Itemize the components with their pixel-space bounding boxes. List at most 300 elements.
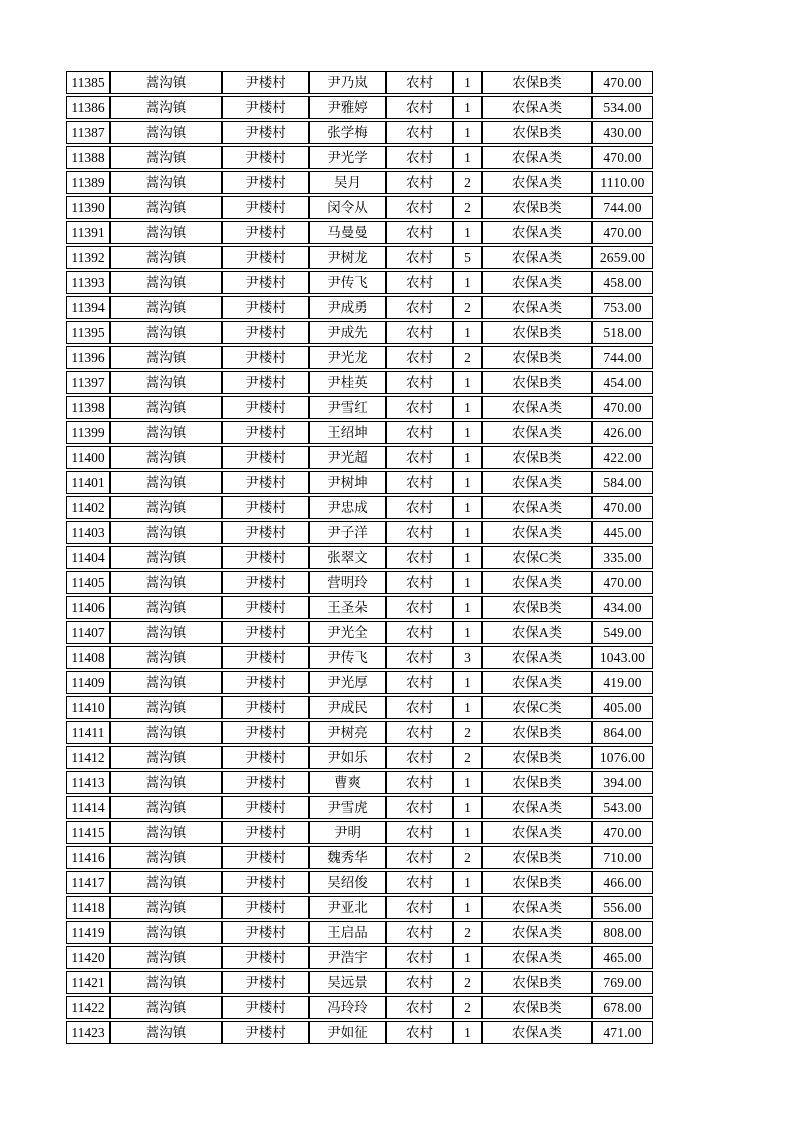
cell-type: 农保A类: [482, 271, 592, 294]
pension-records-table: [66, 69, 653, 1046]
cell-count: 1: [453, 671, 482, 694]
cell-amount: 534.00: [592, 96, 653, 119]
cell-count: 2: [453, 296, 482, 319]
cell-type: 农保B类: [482, 321, 592, 344]
table-row: [66, 246, 653, 269]
cell-village: 尹楼村: [222, 471, 309, 494]
cell-category: 农村: [386, 446, 453, 469]
cell-serial: 11411: [66, 721, 110, 744]
cell-amount: 394.00: [592, 771, 653, 794]
cell-amount: 466.00: [592, 871, 653, 894]
cell-village: 尹楼村: [222, 321, 309, 344]
cell-amount: 470.00: [592, 496, 653, 519]
cell-name: 尹明: [309, 821, 386, 844]
table-row: [66, 946, 653, 969]
table-row: [66, 196, 653, 219]
cell-amount: 2659.00: [592, 246, 653, 269]
cell-category: 农村: [386, 646, 453, 669]
cell-name: 尹传飞: [309, 271, 386, 294]
cell-count: 2: [453, 746, 482, 769]
table-row: [66, 996, 653, 1019]
cell-amount: 470.00: [592, 571, 653, 594]
cell-town: 蒿沟镇: [110, 521, 222, 544]
cell-category: 农村: [386, 1021, 453, 1044]
cell-count: 1: [453, 321, 482, 344]
cell-village: 尹楼村: [222, 521, 309, 544]
cell-village: 尹楼村: [222, 296, 309, 319]
table-row: [66, 671, 653, 694]
cell-count: 2: [453, 346, 482, 369]
cell-town: 蒿沟镇: [110, 121, 222, 144]
cell-serial: 11395: [66, 321, 110, 344]
cell-name: 闵令从: [309, 196, 386, 219]
cell-serial: 11414: [66, 796, 110, 819]
cell-village: 尹楼村: [222, 696, 309, 719]
cell-village: 尹楼村: [222, 96, 309, 119]
cell-serial: 11407: [66, 621, 110, 644]
cell-town: 蒿沟镇: [110, 1021, 222, 1044]
cell-name: 尹光厚: [309, 671, 386, 694]
cell-amount: 543.00: [592, 796, 653, 819]
table-row: [66, 96, 653, 119]
table-row: [66, 546, 653, 569]
cell-serial: 11405: [66, 571, 110, 594]
cell-town: 蒿沟镇: [110, 146, 222, 169]
cell-village: 尹楼村: [222, 821, 309, 844]
cell-type: 农保B类: [482, 71, 592, 94]
table-row: [66, 346, 653, 369]
cell-town: 蒿沟镇: [110, 171, 222, 194]
cell-amount: 1043.00: [592, 646, 653, 669]
cell-type: 农保A类: [482, 96, 592, 119]
cell-category: 农村: [386, 296, 453, 319]
cell-count: 1: [453, 71, 482, 94]
cell-village: 尹楼村: [222, 496, 309, 519]
cell-count: 2: [453, 196, 482, 219]
cell-type: 农保A类: [482, 521, 592, 544]
cell-serial: 11386: [66, 96, 110, 119]
cell-serial: 11418: [66, 896, 110, 919]
cell-town: 蒿沟镇: [110, 621, 222, 644]
cell-serial: 11422: [66, 996, 110, 1019]
cell-amount: 744.00: [592, 346, 653, 369]
cell-count: 3: [453, 646, 482, 669]
cell-name: 尹乃岚: [309, 71, 386, 94]
cell-category: 农村: [386, 796, 453, 819]
cell-town: 蒿沟镇: [110, 271, 222, 294]
cell-category: 农村: [386, 246, 453, 269]
table-row: [66, 521, 653, 544]
cell-village: 尹楼村: [222, 596, 309, 619]
cell-count: 1: [453, 871, 482, 894]
cell-category: 农村: [386, 596, 453, 619]
cell-town: 蒿沟镇: [110, 821, 222, 844]
table-row: [66, 771, 653, 794]
cell-serial: 11408: [66, 646, 110, 669]
table-row: [66, 446, 653, 469]
cell-count: 1: [453, 896, 482, 919]
cell-town: 蒿沟镇: [110, 296, 222, 319]
cell-category: 农村: [386, 96, 453, 119]
cell-name: 尹成民: [309, 696, 386, 719]
cell-town: 蒿沟镇: [110, 596, 222, 619]
cell-village: 尹楼村: [222, 571, 309, 594]
cell-type: 农保B类: [482, 771, 592, 794]
cell-category: 农村: [386, 821, 453, 844]
cell-town: 蒿沟镇: [110, 471, 222, 494]
cell-count: 1: [453, 446, 482, 469]
table-row: [66, 471, 653, 494]
cell-count: 5: [453, 246, 482, 269]
cell-amount: 710.00: [592, 846, 653, 869]
cell-village: 尹楼村: [222, 71, 309, 94]
cell-type: 农保A类: [482, 946, 592, 969]
cell-town: 蒿沟镇: [110, 996, 222, 1019]
cell-type: 农保A类: [482, 796, 592, 819]
cell-amount: 549.00: [592, 621, 653, 644]
cell-village: 尹楼村: [222, 546, 309, 569]
cell-serial: 11416: [66, 846, 110, 869]
cell-name: 尹子洋: [309, 521, 386, 544]
cell-category: 农村: [386, 946, 453, 969]
cell-category: 农村: [386, 621, 453, 644]
cell-count: 1: [453, 521, 482, 544]
cell-count: 1: [453, 371, 482, 394]
cell-serial: 11401: [66, 471, 110, 494]
cell-category: 农村: [386, 921, 453, 944]
cell-count: 2: [453, 171, 482, 194]
cell-town: 蒿沟镇: [110, 71, 222, 94]
cell-count: 1: [453, 696, 482, 719]
cell-category: 农村: [386, 146, 453, 169]
cell-count: 1: [453, 821, 482, 844]
cell-town: 蒿沟镇: [110, 221, 222, 244]
cell-name: 尹亚北: [309, 896, 386, 919]
cell-category: 农村: [386, 721, 453, 744]
table-body: [66, 71, 653, 1044]
cell-village: 尹楼村: [222, 746, 309, 769]
cell-name: 冯玲玲: [309, 996, 386, 1019]
cell-type: 农保B类: [482, 446, 592, 469]
cell-amount: 470.00: [592, 146, 653, 169]
cell-village: 尹楼村: [222, 621, 309, 644]
cell-village: 尹楼村: [222, 171, 309, 194]
cell-category: 农村: [386, 471, 453, 494]
table-row: [66, 621, 653, 644]
cell-serial: 11413: [66, 771, 110, 794]
table-row: [66, 421, 653, 444]
cell-name: 尹光超: [309, 446, 386, 469]
cell-serial: 11403: [66, 521, 110, 544]
cell-town: 蒿沟镇: [110, 246, 222, 269]
cell-type: 农保B类: [482, 196, 592, 219]
cell-type: 农保A类: [482, 621, 592, 644]
cell-category: 农村: [386, 546, 453, 569]
cell-name: 尹成勇: [309, 296, 386, 319]
cell-category: 农村: [386, 346, 453, 369]
cell-type: 农保A类: [482, 421, 592, 444]
cell-serial: 11400: [66, 446, 110, 469]
cell-type: 农保A类: [482, 496, 592, 519]
cell-town: 蒿沟镇: [110, 446, 222, 469]
cell-village: 尹楼村: [222, 671, 309, 694]
cell-village: 尹楼村: [222, 846, 309, 869]
cell-town: 蒿沟镇: [110, 571, 222, 594]
cell-type: 农保B类: [482, 746, 592, 769]
table-row: [66, 696, 653, 719]
cell-count: 1: [453, 421, 482, 444]
cell-serial: 11420: [66, 946, 110, 969]
cell-type: 农保B类: [482, 996, 592, 1019]
cell-count: 2: [453, 996, 482, 1019]
cell-serial: 11397: [66, 371, 110, 394]
cell-type: 农保A类: [482, 396, 592, 419]
cell-amount: 430.00: [592, 121, 653, 144]
cell-name: 王启品: [309, 921, 386, 944]
cell-amount: 445.00: [592, 521, 653, 544]
cell-town: 蒿沟镇: [110, 946, 222, 969]
cell-count: 1: [453, 771, 482, 794]
cell-type: 农保A类: [482, 921, 592, 944]
cell-amount: 808.00: [592, 921, 653, 944]
cell-village: 尹楼村: [222, 771, 309, 794]
cell-amount: 864.00: [592, 721, 653, 744]
cell-name: 吴月: [309, 171, 386, 194]
cell-name: 吴远景: [309, 971, 386, 994]
cell-serial: 11398: [66, 396, 110, 419]
cell-town: 蒿沟镇: [110, 496, 222, 519]
cell-count: 1: [453, 546, 482, 569]
cell-category: 农村: [386, 396, 453, 419]
cell-type: 农保C类: [482, 696, 592, 719]
cell-serial: 11393: [66, 271, 110, 294]
cell-serial: 11417: [66, 871, 110, 894]
cell-amount: 419.00: [592, 671, 653, 694]
cell-name: 尹雪红: [309, 396, 386, 419]
cell-town: 蒿沟镇: [110, 896, 222, 919]
cell-count: 1: [453, 596, 482, 619]
table-row: [66, 296, 653, 319]
cell-name: 尹树龙: [309, 246, 386, 269]
cell-category: 农村: [386, 696, 453, 719]
cell-count: 1: [453, 396, 482, 419]
cell-type: 农保A类: [482, 646, 592, 669]
cell-type: 农保A类: [482, 571, 592, 594]
cell-village: 尹楼村: [222, 121, 309, 144]
cell-count: 1: [453, 621, 482, 644]
cell-category: 农村: [386, 846, 453, 869]
cell-village: 尹楼村: [222, 871, 309, 894]
cell-village: 尹楼村: [222, 146, 309, 169]
cell-serial: 11390: [66, 196, 110, 219]
cell-name: 尹光学: [309, 146, 386, 169]
cell-count: 1: [453, 496, 482, 519]
cell-count: 1: [453, 946, 482, 969]
table-row: [66, 821, 653, 844]
cell-name: 张翠文: [309, 546, 386, 569]
cell-type: 农保B类: [482, 371, 592, 394]
cell-count: 1: [453, 471, 482, 494]
cell-category: 农村: [386, 771, 453, 794]
cell-town: 蒿沟镇: [110, 721, 222, 744]
cell-village: 尹楼村: [222, 371, 309, 394]
cell-village: 尹楼村: [222, 796, 309, 819]
cell-count: 1: [453, 271, 482, 294]
cell-type: 农保B类: [482, 846, 592, 869]
cell-category: 农村: [386, 496, 453, 519]
cell-amount: 434.00: [592, 596, 653, 619]
cell-amount: 426.00: [592, 421, 653, 444]
cell-town: 蒿沟镇: [110, 796, 222, 819]
cell-name: 尹成先: [309, 321, 386, 344]
cell-name: 营明玲: [309, 571, 386, 594]
cell-category: 农村: [386, 521, 453, 544]
cell-category: 农村: [386, 221, 453, 244]
cell-type: 农保A类: [482, 671, 592, 694]
cell-count: 1: [453, 96, 482, 119]
cell-village: 尹楼村: [222, 971, 309, 994]
cell-category: 农村: [386, 996, 453, 1019]
cell-type: 农保A类: [482, 221, 592, 244]
table-row: [66, 921, 653, 944]
cell-count: 2: [453, 721, 482, 744]
cell-town: 蒿沟镇: [110, 971, 222, 994]
cell-name: 尹忠成: [309, 496, 386, 519]
table-row: [66, 896, 653, 919]
cell-amount: 1110.00: [592, 171, 653, 194]
cell-serial: 11415: [66, 821, 110, 844]
cell-type: 农保B类: [482, 596, 592, 619]
cell-town: 蒿沟镇: [110, 671, 222, 694]
cell-category: 农村: [386, 271, 453, 294]
cell-town: 蒿沟镇: [110, 771, 222, 794]
cell-village: 尹楼村: [222, 346, 309, 369]
cell-village: 尹楼村: [222, 721, 309, 744]
cell-count: 1: [453, 221, 482, 244]
cell-category: 农村: [386, 321, 453, 344]
cell-type: 农保A类: [482, 471, 592, 494]
cell-serial: 11394: [66, 296, 110, 319]
cell-category: 农村: [386, 421, 453, 444]
cell-category: 农村: [386, 746, 453, 769]
cell-category: 农村: [386, 671, 453, 694]
cell-category: 农村: [386, 121, 453, 144]
cell-serial: 11410: [66, 696, 110, 719]
cell-town: 蒿沟镇: [110, 371, 222, 394]
cell-amount: 678.00: [592, 996, 653, 1019]
cell-serial: 11391: [66, 221, 110, 244]
cell-count: 2: [453, 921, 482, 944]
table-row: [66, 121, 653, 144]
cell-name: 吴绍俊: [309, 871, 386, 894]
table-row: [66, 746, 653, 769]
cell-serial: 11385: [66, 71, 110, 94]
cell-amount: 518.00: [592, 321, 653, 344]
table-row: [66, 221, 653, 244]
cell-serial: 11387: [66, 121, 110, 144]
cell-amount: 470.00: [592, 821, 653, 844]
cell-amount: 744.00: [592, 196, 653, 219]
cell-town: 蒿沟镇: [110, 871, 222, 894]
table-row: [66, 1021, 653, 1044]
cell-category: 农村: [386, 571, 453, 594]
cell-type: 农保C类: [482, 546, 592, 569]
cell-serial: 11389: [66, 171, 110, 194]
cell-village: 尹楼村: [222, 646, 309, 669]
table-row: [66, 496, 653, 519]
cell-village: 尹楼村: [222, 1021, 309, 1044]
table-row: [66, 396, 653, 419]
cell-village: 尹楼村: [222, 396, 309, 419]
cell-town: 蒿沟镇: [110, 746, 222, 769]
cell-type: 农保B类: [482, 121, 592, 144]
cell-type: 农保B类: [482, 871, 592, 894]
cell-amount: 470.00: [592, 396, 653, 419]
cell-name: 尹光全: [309, 621, 386, 644]
cell-serial: 11409: [66, 671, 110, 694]
cell-amount: 458.00: [592, 271, 653, 294]
cell-name: 尹如乐: [309, 746, 386, 769]
cell-count: 1: [453, 121, 482, 144]
cell-amount: 422.00: [592, 446, 653, 469]
cell-type: 农保A类: [482, 146, 592, 169]
cell-town: 蒿沟镇: [110, 846, 222, 869]
cell-name: 尹雪虎: [309, 796, 386, 819]
cell-serial: 11392: [66, 246, 110, 269]
cell-type: 农保B类: [482, 346, 592, 369]
table-row: [66, 796, 653, 819]
cell-town: 蒿沟镇: [110, 921, 222, 944]
cell-count: 1: [453, 796, 482, 819]
cell-name: 曹爽: [309, 771, 386, 794]
table-row: [66, 171, 653, 194]
table-row: [66, 846, 653, 869]
cell-name: 尹雅婷: [309, 96, 386, 119]
cell-village: 尹楼村: [222, 896, 309, 919]
table-row: [66, 721, 653, 744]
cell-name: 尹树亮: [309, 721, 386, 744]
cell-name: 马曼曼: [309, 221, 386, 244]
cell-serial: 11396: [66, 346, 110, 369]
cell-name: 王绍坤: [309, 421, 386, 444]
cell-village: 尹楼村: [222, 246, 309, 269]
cell-name: 尹传飞: [309, 646, 386, 669]
cell-village: 尹楼村: [222, 921, 309, 944]
cell-count: 1: [453, 571, 482, 594]
cell-type: 农保B类: [482, 971, 592, 994]
cell-amount: 454.00: [592, 371, 653, 394]
cell-town: 蒿沟镇: [110, 346, 222, 369]
cell-village: 尹楼村: [222, 946, 309, 969]
cell-village: 尹楼村: [222, 196, 309, 219]
cell-amount: 465.00: [592, 946, 653, 969]
cell-amount: 405.00: [592, 696, 653, 719]
table-row: [66, 321, 653, 344]
cell-name: 尹树坤: [309, 471, 386, 494]
cell-amount: 1076.00: [592, 746, 653, 769]
cell-amount: 470.00: [592, 71, 653, 94]
cell-town: 蒿沟镇: [110, 396, 222, 419]
cell-category: 农村: [386, 71, 453, 94]
cell-amount: 556.00: [592, 896, 653, 919]
cell-name: 魏秀华: [309, 846, 386, 869]
cell-serial: 11404: [66, 546, 110, 569]
cell-village: 尹楼村: [222, 221, 309, 244]
table-row: [66, 146, 653, 169]
cell-amount: 769.00: [592, 971, 653, 994]
cell-type: 农保A类: [482, 821, 592, 844]
cell-count: 1: [453, 146, 482, 169]
